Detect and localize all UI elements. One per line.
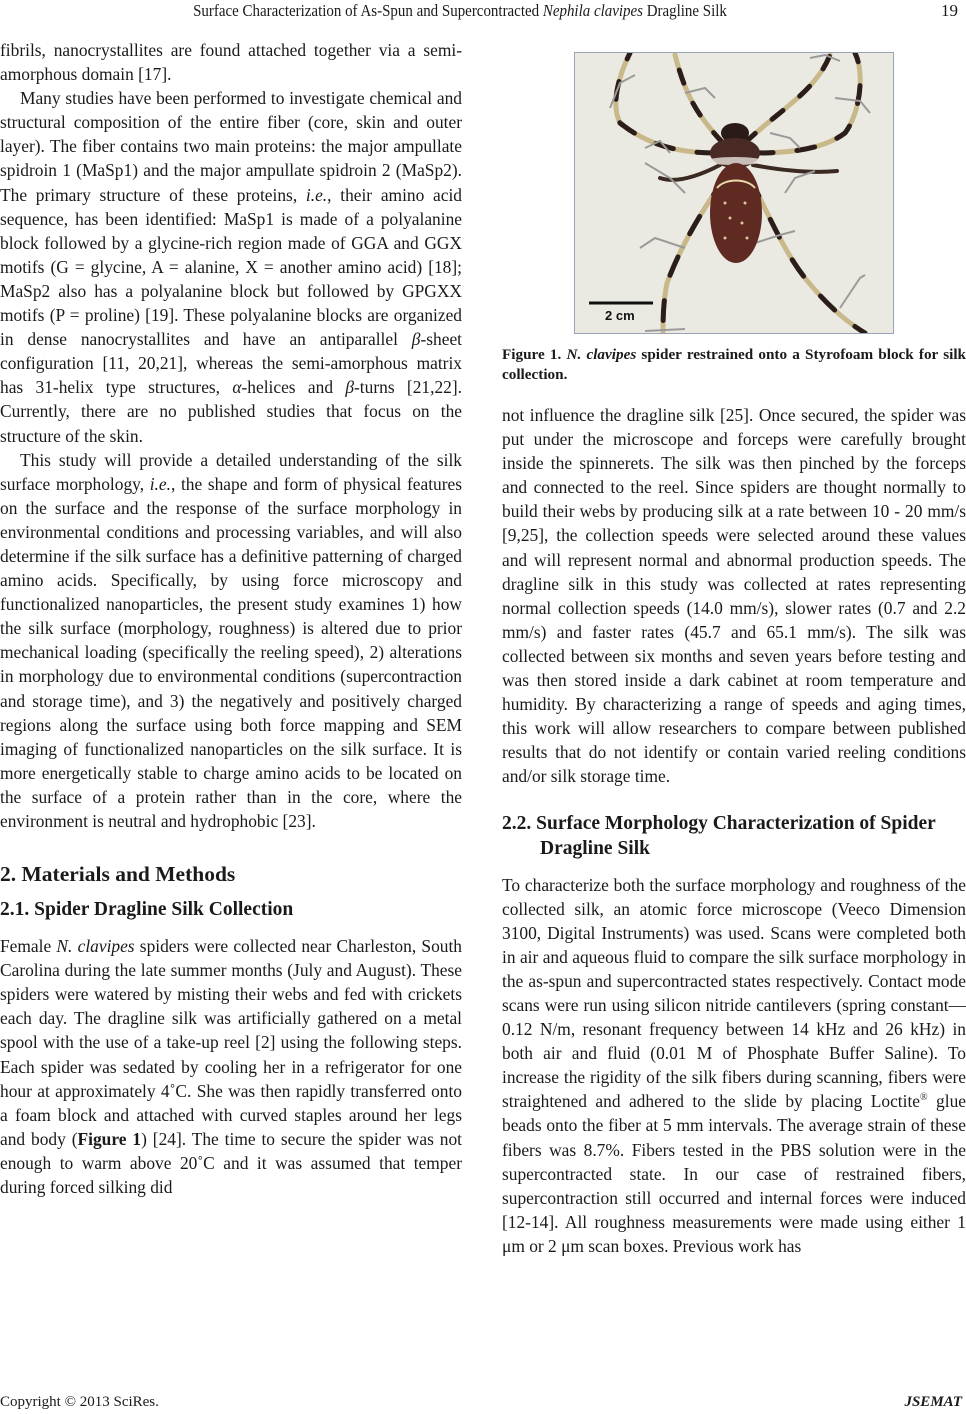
figure-spider-photo	[574, 52, 894, 334]
paragraph: Many studies have been performed to investigate chemical and structural composition of the entire fiber (core, skin and outer layer). The fiber contains two main proteins: the major ampullate spidroin 1 (MaSp1) and the major ampullate spidroin 2 (MaSp2). The primary structure of these proteins, i.e., their amino acid sequence, has been identified: MaSp1 is made of a polyalanine block followed by a glycine-rich region made of GGA and GGX motifs (G = glycine, A = alanine, X = another amino acid) [18]; MaSp2 also has a polyalanine block but followed by GPGXX motifs (P = proline) [19]. These polyalanine blocks are organized in dense nanocrystallites and have an antiparallel β-sheet configuration [11, 20,21], whereas the semi-amorphous matrix has 31-helix type structures, α-helices and β-turns [21,22]. Currently, there are no published studies that focus on the structure of the skin.	[0, 88, 462, 446]
subsection-heading: 2.2. Surface Morphology Characterization of Spider Dragline Silk	[502, 812, 936, 859]
copyright-notice: Copyright © 2013 SciRes.	[0, 1394, 159, 1410]
paragraph: fibrils, nanocrystallites are found attached together via a semi-amorphous domain [17].	[0, 40, 462, 85]
left-column	[0, 38, 462, 1199]
section-heading: 2. Materials and Methods	[0, 862, 236, 887]
page-number: 19	[941, 1, 958, 20]
paragraph: To characterize both the surface morphology and roughness of the collected silk, an atomic force microscope (Veeco Dimension 3100, Digital Instruments) was used. Scans were completed both in air and aqueous fluid to compare the silk surface morphology in the as-spun and supercontracted states respectively. Contact mode scans were run using silicon nitride cantilevers (spring constant—0.12 N/m, resonant frequency between 14 kHz and 26 kHz) in both air and fluid (0.01 M of Phosphate Buffer Saline). To increase the rigidity of the silk fibers during scanning, fibers were straightened and adhered to the slide by placing Loctite® glue beads onto the fiber at 5 mm intervals. The average strain of these fibers was 8.7%. Fibers tested in the PBS solution were in the supercontracted state. In our case of restrained fibers, supercontraction still occurred and internal forces were induced [12-14]. All roughness measurements were made using either 1 μm or 2 μm scan boxes. Previous work has	[502, 874, 966, 1256]
journal-name: JSEMAT	[904, 1394, 962, 1410]
figure-reference[interactable]: Figure 1	[77, 1128, 142, 1149]
paragraph: This study will provide a detailed understanding of the silk surface morphology, i.e., the shape and form of physical features on the surface and the response of the surface morphology in environmental conditions and processing variables, and will also determine if the silk surface has a definitive patterning of charged amino acids. Specifically, by using force microscopy and functionalized nanoparticles, the present study examines 1) how the silk surface (morphology, roughness) is altered due to prior mechanical loading (specifically the reeling speed), 2) alterations in morphology due to environmental conditions (supercontraction and storage time), and 3) the negatively and positively charged regions along the surface using both force mapping and SEM imaging of functionalized nanoparticles on the silk surface. It is more energetically stable to charge amino acids to be located on the surface of a protein rather than in the core, where the environment is neutral and hydrophobic [23].	[0, 449, 462, 831]
paragraph: not influence the dragline silk [25]. Once secured, the spider was put under the microscope and forceps were carefully brought inside the spinnerets. The silk was then pinched by the forceps and connected to the reel. Since spiders are thought normally to build their webs by producing silk at a rate between 10 - 20 mm/s [9,25], the collection speeds were selected around these values and will represent normal and abnormal production speeds. The dragline silk in this study was collected at rates representing normal collection speeds (14.0 mm/s), slower rates (0.7 and 2.2 mm/s) and faster rates (45.7 and 65.1 mm/s). The silk was collected between six months and seven years before testing and was then stored inside a dark cabinet at room temperature and humidity. By characterizing a range of speeds and aging times, this work will allow researchers to compare between published results that do not identify or contain varied reeling conditions and/or silk storage time.	[502, 405, 966, 787]
right-column	[502, 403, 966, 1258]
subsection-heading: 2.1. Spider Dragline Silk Collection	[0, 899, 294, 921]
paragraph: Female N. clavipes spiders were collected near Charleston, South Carolina during the late summer months (July and August). These spiders were watered by misting their webs and fed with crickets each day. The dragline silk was artificially gathered on a metal spool with the use of a take-up reel [2] using the following steps. Each spider was sedated by cooling her in a refrigerator for one hour at approximately 4˚C. She was then rapidly transferred onto a foam block and attached with curved staples around her legs and body (Figure 1) [24]. The time to secure the spider was not enough to warm above 20˚C and it was assumed that temper during forced silking did	[0, 936, 462, 1198]
running-head	[0, 0, 966, 22]
figure-caption: Figure 1. N. clavipes spider restrained onto a Styrofoam block for silk collection.	[502, 346, 966, 383]
running-head-title: Surface Characterization of As-Spun and Supercontracted Nephila clavipes Dragline Silk	[193, 1, 727, 20]
spider-illustration	[575, 53, 893, 333]
scale-bar-label: 2 cm	[605, 308, 635, 323]
